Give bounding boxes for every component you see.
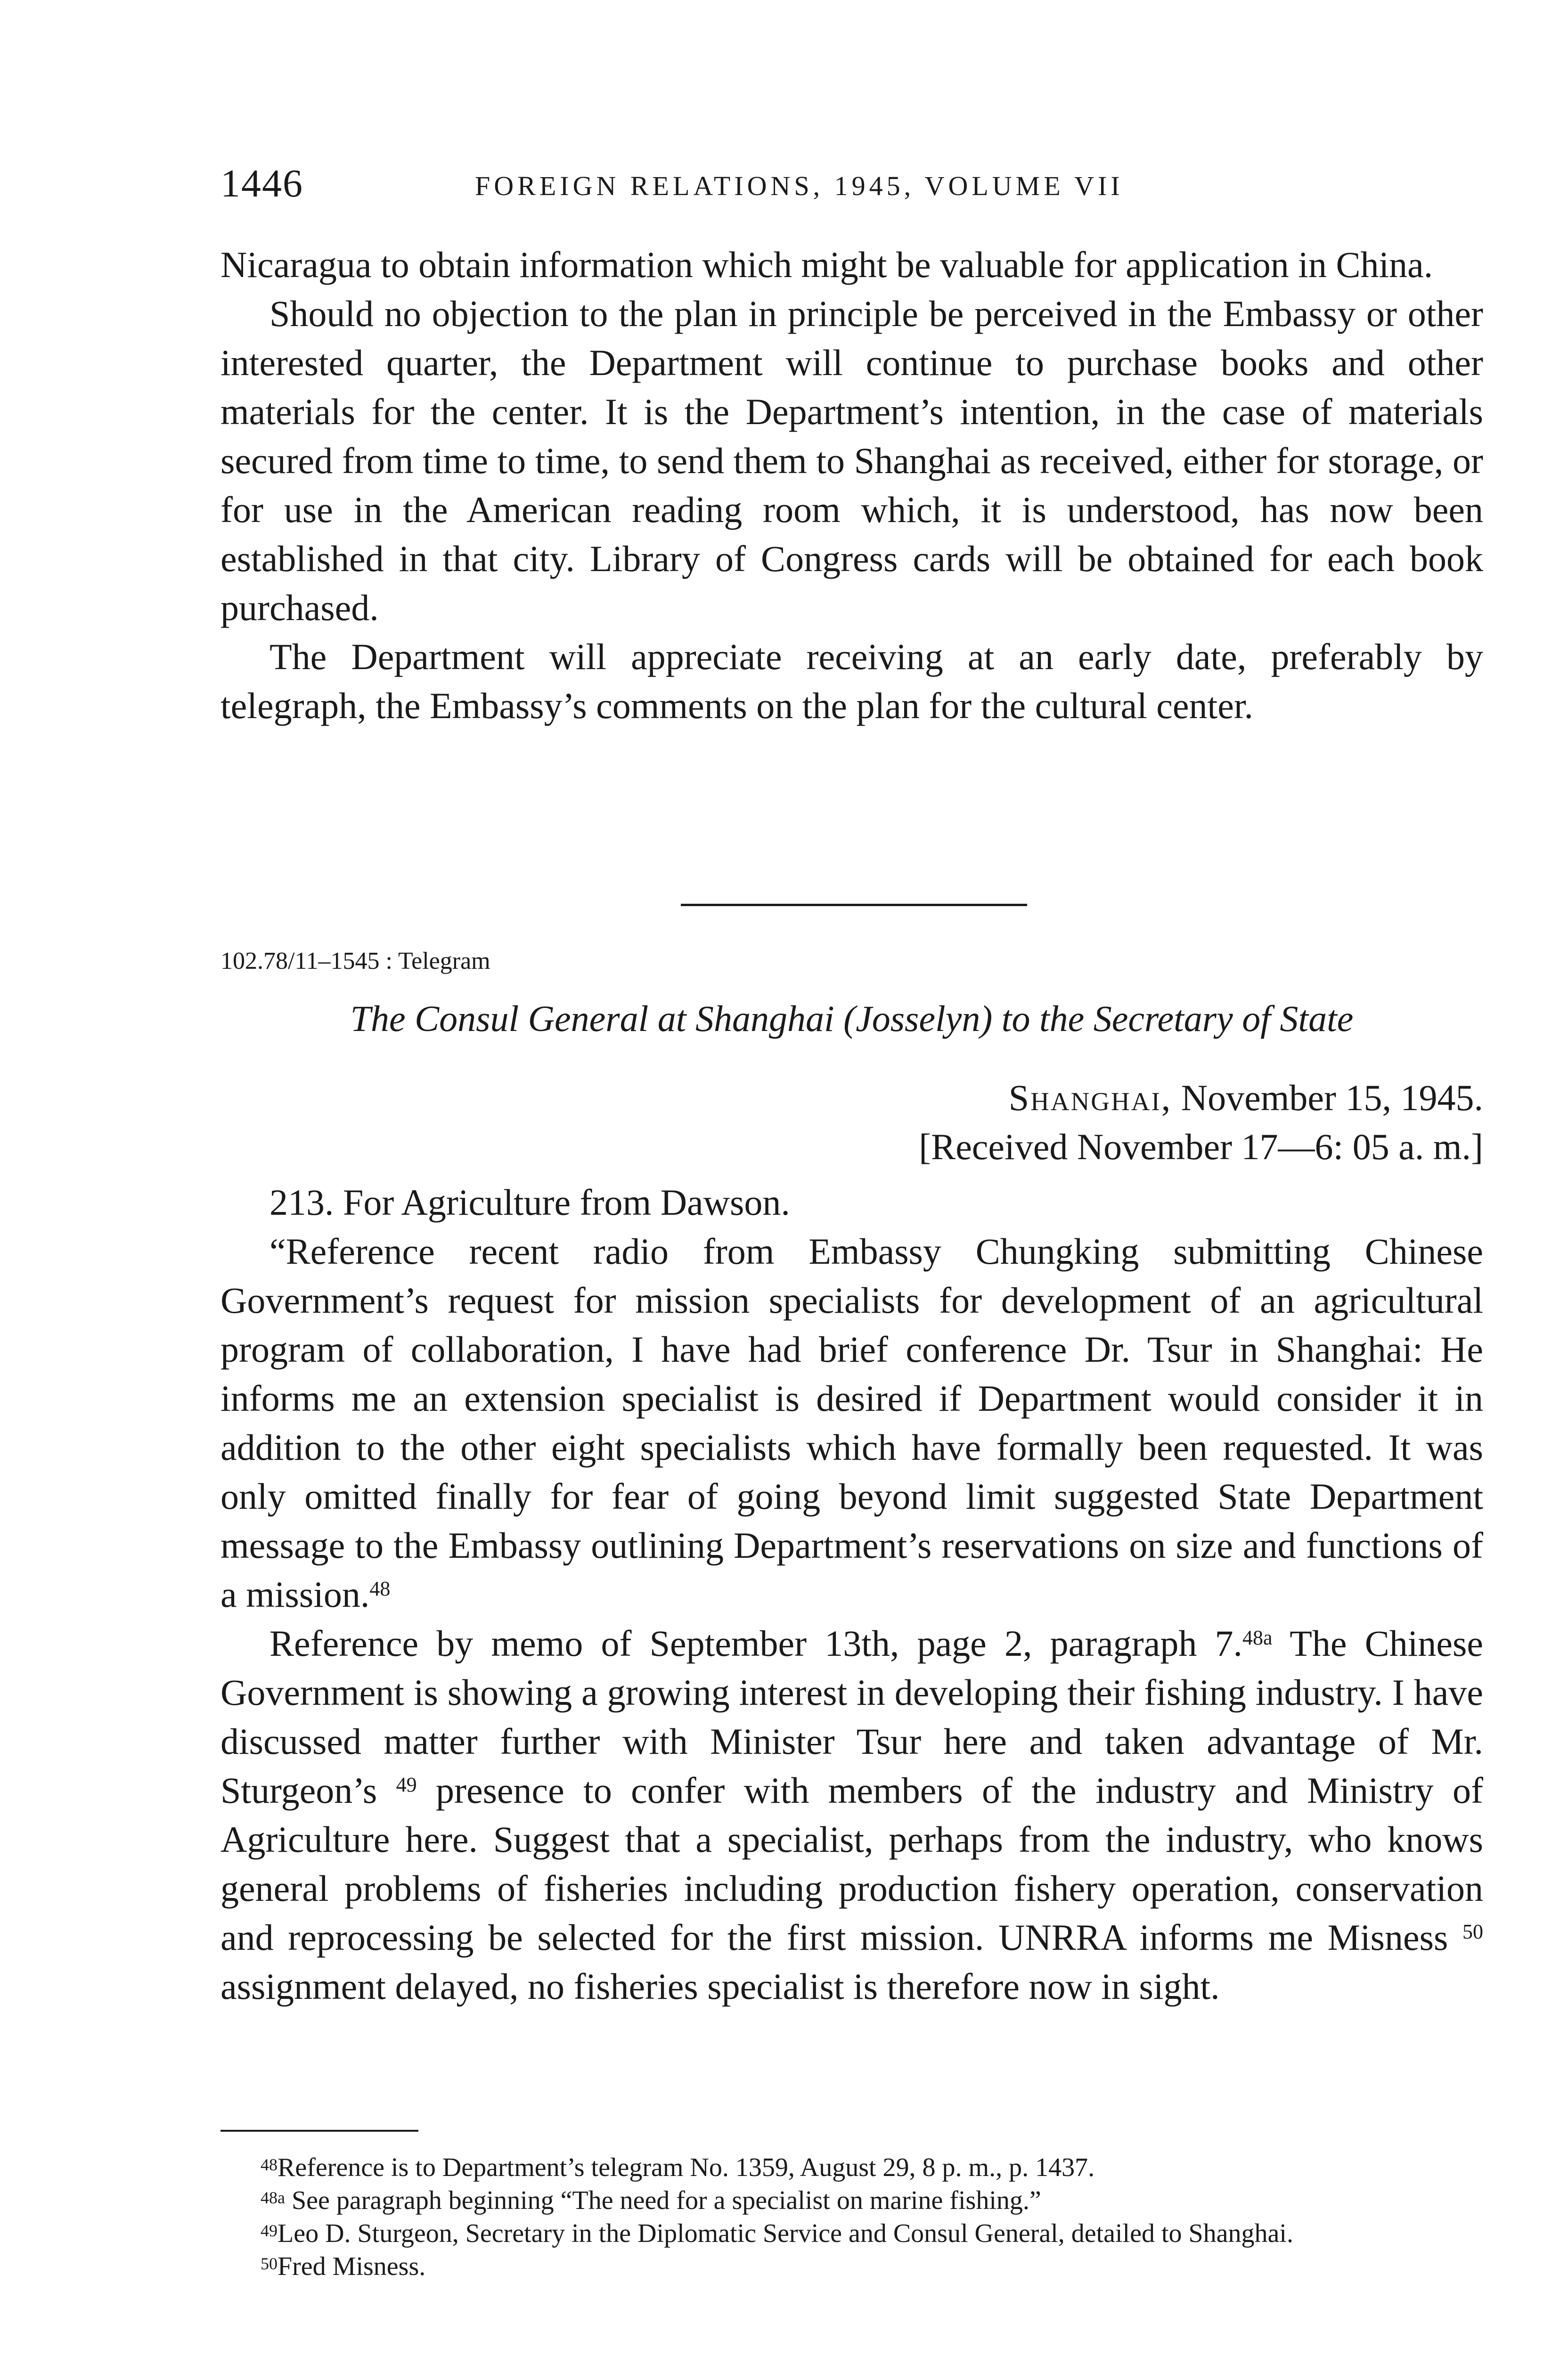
place-name: Shanghai, [1008, 1077, 1172, 1118]
paragraph: The Department will appreciate receiving at an early date, preferably by telegraph, the Embassy’s comments on the plan for the cultural center. [220, 636, 1483, 726]
footnote-text: See paragraph beginning “The need for a specialist on marine fishing.” [291, 2186, 1041, 2215]
file-reference: 102.78/11–1545 : Telegram [220, 948, 490, 974]
paragraph-text: Reference by memo of September 13th, page 2, paragraph 7. [270, 1623, 1243, 1664]
place-date [919, 1073, 1483, 1122]
paragraph [220, 1619, 1483, 2011]
footnote-mark: 49 [261, 2221, 278, 2240]
footnote-mark: 50 [261, 2254, 278, 2273]
footnote-divider [220, 2130, 418, 2132]
paragraph-text: assignment delayed, no fisheries specialist is therefore now in sight. [220, 1966, 1220, 2007]
paragraph: Nicaragua to obtain information which might be valuable for application in China. [220, 244, 1433, 285]
paragraph-text: “Reference recent radio from Embassy Chungking submitting Chinese Government’s request for mission specialists for development of an agricultural program of collaboration, I have had brief conference Dr. Tsur in Shanghai: He informs me an extension specialist is desired if Department would consider it in addition to the other eight specialists which have formally been requested. It was only omitted finally for fear of going beyond limit suggested State Department message to the Embassy outlining Department’s reservations on size and functions of a mission. [220, 1231, 1483, 1615]
paragraph: Should no objection to the plan in principle be perceived in the Embassy or other interested quarter, the Department will continue to purchase books and other materials for the center. It is the Department’s intention, in the case of materials secured from time to time, to send them to Shanghai as received, either for storage, or for use in the American reading room which, it is understood, has now been established in that city. Library of Congress cards will be obtained for each book purchased. [220, 293, 1483, 628]
received-note: [Received November 17—6: 05 a. m.] [919, 1126, 1483, 1167]
footnote [220, 2250, 1483, 2283]
paragraph-text: presence to confer with members of the industry and Ministry of Agriculture here. Suggest that a specialist, perhaps from the industry, who knows general problems of fisheries including production fishery operation, conservation and reprocessing be selected for the first mission. UNRRA informs me Misness [220, 1770, 1484, 1958]
footnote [220, 2151, 1483, 2184]
footnote-mark: 48 [261, 2155, 278, 2174]
dateline [919, 1073, 1483, 1171]
header-title: FOREIGN RELATIONS, 1945, VOLUME VII [475, 171, 1124, 201]
running-head [220, 155, 1483, 212]
footnote-ref: 49 [396, 1773, 417, 1796]
footnote-text: Reference is to Department’s telegram No. 1359, August 29, 8 p. m., p. 1437. [278, 2153, 1095, 2182]
paragraph [220, 1227, 1483, 1619]
page-number: 1446 [220, 162, 303, 205]
footnote-ref: 48a [1242, 1626, 1273, 1649]
section-divider [681, 904, 1027, 906]
paragraph: 213. For Agriculture from Dawson. [270, 1182, 790, 1223]
footnote-mark: 48a [261, 2188, 285, 2207]
footnote [220, 2217, 1483, 2250]
footnote-text: Fred Misness. [278, 2252, 426, 2281]
footnote-ref: 50 [1462, 1920, 1484, 1943]
footnotes [220, 2151, 1483, 2283]
telegram-text [220, 1178, 1483, 2011]
document-title: The Consul General at Shanghai (Josselyn) to the Secretary of State [350, 998, 1354, 1039]
date: November 15, 1945. [1172, 1077, 1483, 1118]
footnote-text: Leo D. Sturgeon, Secretary in the Diplomatic Service and Consul General, detailed to Shanghai. [278, 2219, 1293, 2248]
footnote [220, 2184, 1483, 2217]
footnote-ref: 48 [369, 1577, 391, 1600]
paragraph-text: The Chinese Government is showing a growing interest in developing their fishing industry. I have discussed matter further with Minister Tsur here and taken advantage of Mr. Sturgeon’s [220, 1623, 1483, 1811]
preceding-document-text [220, 240, 1483, 730]
